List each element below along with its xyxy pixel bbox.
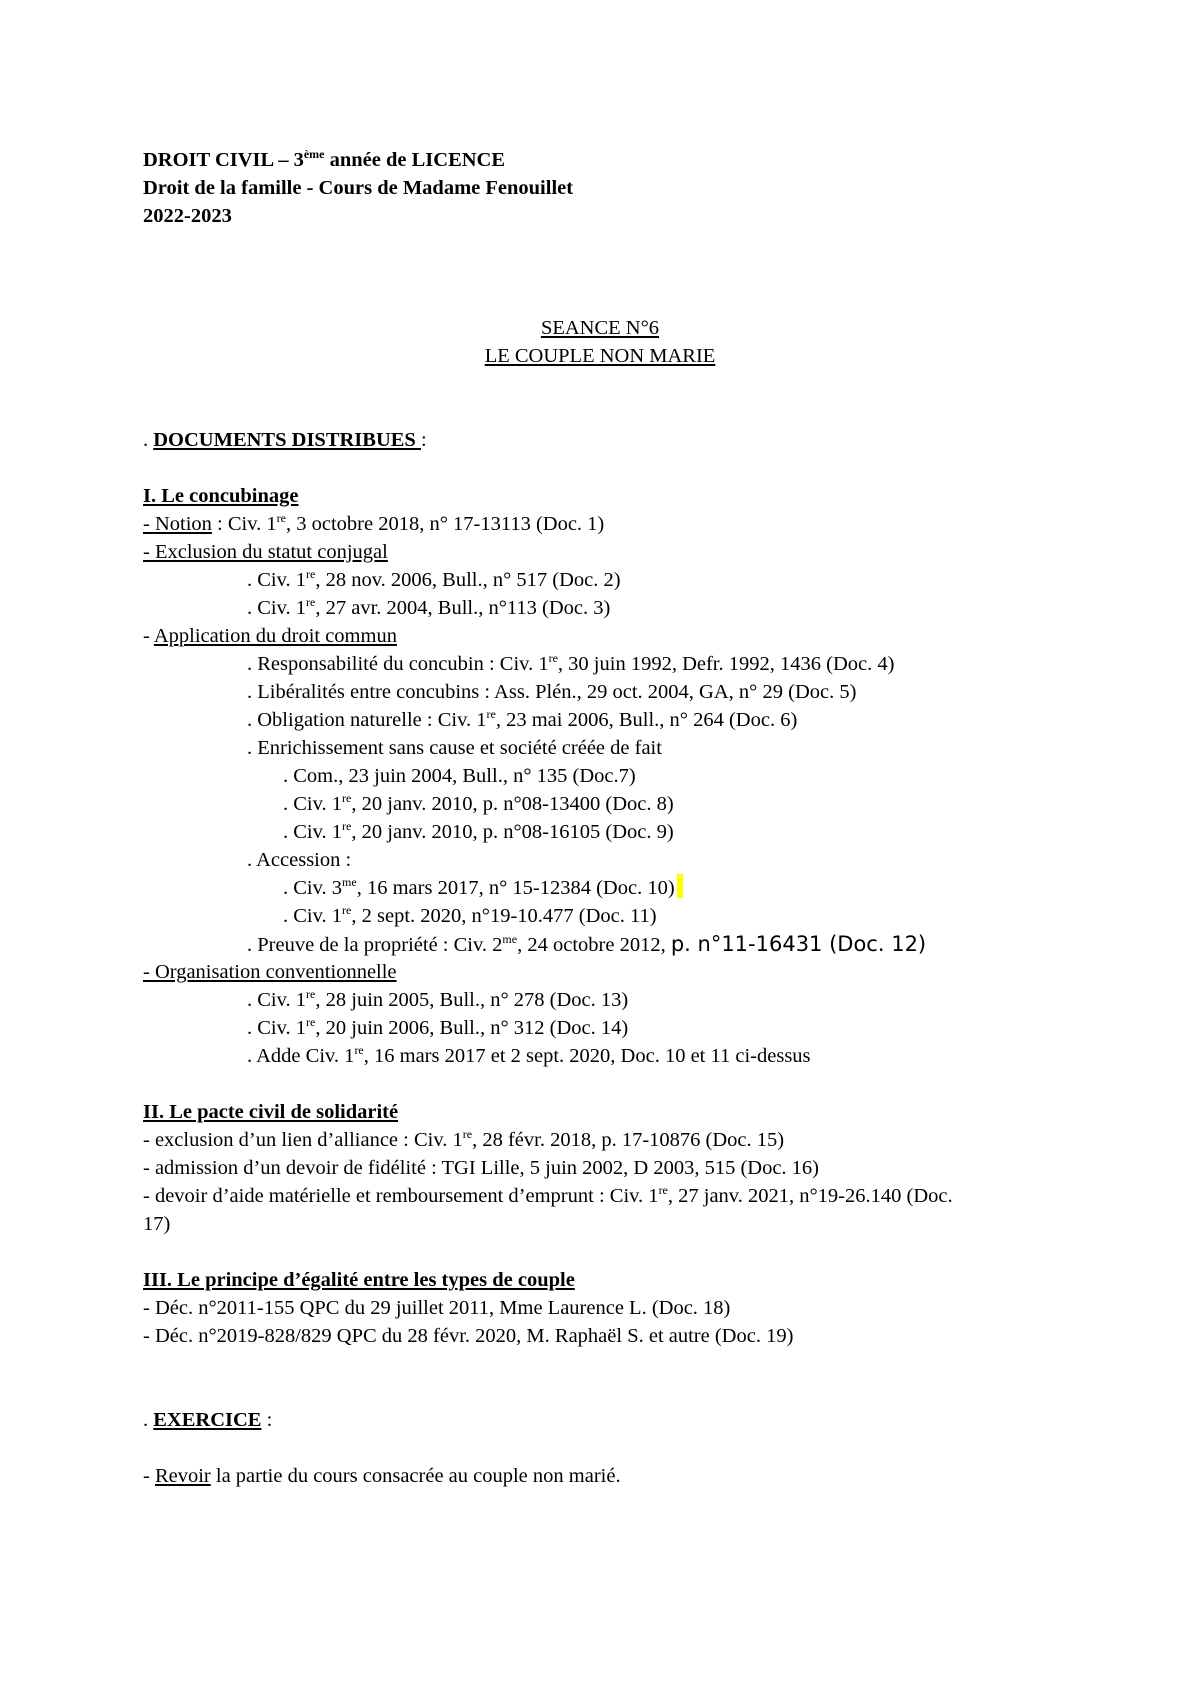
list-item: . Libéralités entre concubins : Ass. Plén., 29 oct. 2004, GA, n° 29 (Doc. 5) (247, 681, 857, 703)
course-title-line: DROIT CIVIL – 3ème année de LICENCE (143, 147, 506, 171)
list-item: . Civ. 1re, 20 juin 2006, Bull., n° 312 (Doc. 14) (247, 1015, 629, 1039)
list-item: . Com., 23 juin 2004, Bull., n° 135 (Doc.7) (283, 765, 636, 787)
list-item: - Déc. n°2011-155 QPC du 29 juillet 2011, Mme Laurence L. (Doc. 18) (143, 1297, 731, 1319)
session-title: LE COUPLE NON MARIE (484, 345, 716, 367)
section-2-heading: II. Le pacte civil de solidarité (143, 1101, 399, 1123)
list-item: . Obligation naturelle : Civ. 1re, 23 mai 2006, Bull., n° 264 (Doc. 6) (247, 707, 798, 731)
list-item: - devoir d’aide matérielle et remboursement d’emprunt : Civ. 1re, 27 janv. 2021, n°19-26.140 (Doc. (143, 1183, 953, 1207)
list-item: - Déc. n°2019-828/829 QPC du 28 févr. 2020, M. Raphaël S. et autre (Doc. 19) (143, 1325, 794, 1347)
list-item: . Civ. 1re, 20 janv. 2010, p. n°08-16105 (Doc. 9) (283, 819, 674, 843)
organisation-heading: - Organisation conventionnelle (143, 961, 397, 983)
list-item-continuation: 17) (143, 1213, 171, 1235)
session-number: SEANCE N°6 (540, 317, 660, 339)
application-heading: - Application du droit commun (143, 625, 397, 647)
list-item: . Enrichissement sans cause et société créée de fait (247, 737, 662, 759)
list-item: . Responsabilité du concubin : Civ. 1re, 30 juin 1992, Defr. 1992, 1436 (Doc. 4) (247, 651, 895, 675)
list-item: . Civ. 1re, 20 janv. 2010, p. n°08-13400 (Doc. 8) (283, 791, 674, 815)
documents-heading: . DOCUMENTS DISTRIBUES : (143, 429, 427, 451)
exercice-heading: . EXERCICE : (143, 1409, 273, 1431)
academic-year: 2022-2023 (143, 205, 232, 227)
notion-line: - Notion : Civ. 1re, 3 octobre 2018, n° 17-13113 (Doc. 1) (143, 511, 605, 535)
list-item: - admission d’un devoir de fidélité : TGI Lille, 5 juin 2002, D 2003, 515 (Doc. 16) (143, 1157, 820, 1179)
list-item: . Civ. 1re, 2 sept. 2020, n°19-10.477 (Doc. 11) (283, 903, 657, 927)
list-item: . Accession : (247, 849, 352, 871)
list-item: . Preuve de la propriété : Civ. $2^{me}$, 24 octobre 2012, p. n°11-16431 (Doc. 12) (247, 932, 927, 956)
list-item: . Civ. 1re, 28 nov. 2006, Bull., n° 517 (Doc. 2) (247, 567, 621, 591)
exercice-instruction: - Revoir la partie du cours consacrée au couple non marié. (143, 1465, 621, 1487)
list-item: . Civ. 1re, 28 juin 2005, Bull., n° 278 (Doc. 13) (247, 987, 629, 1011)
list-item: . Civ. $3^{me}$, 16 mars 2017, n° 15-12384 (Doc. 10) (283, 874, 683, 902)
course-subtitle-line: Droit de la famille - Cours de Madame Fenouillet (143, 177, 574, 199)
section-1-heading: I. Le concubinage (143, 485, 299, 507)
exclusion-heading: - Exclusion du statut conjugal (143, 541, 388, 563)
text-highlight-mark (677, 874, 683, 898)
section-3-heading: III. Le principe d’égalité entre les types de couple (143, 1269, 575, 1291)
list-item: . Adde Civ. 1re, 16 mars 2017 et 2 sept. 2020, Doc. 10 et 11 ci-dessus (247, 1043, 811, 1067)
list-item: . Civ. 1re, 27 avr. 2004, Bull., n°113 (Doc. 3) (247, 595, 611, 619)
list-item: - exclusion d’un lien d’alliance : Civ. 1re, 28 févr. 2018, p. 17-10876 (Doc. 15) (143, 1127, 785, 1151)
